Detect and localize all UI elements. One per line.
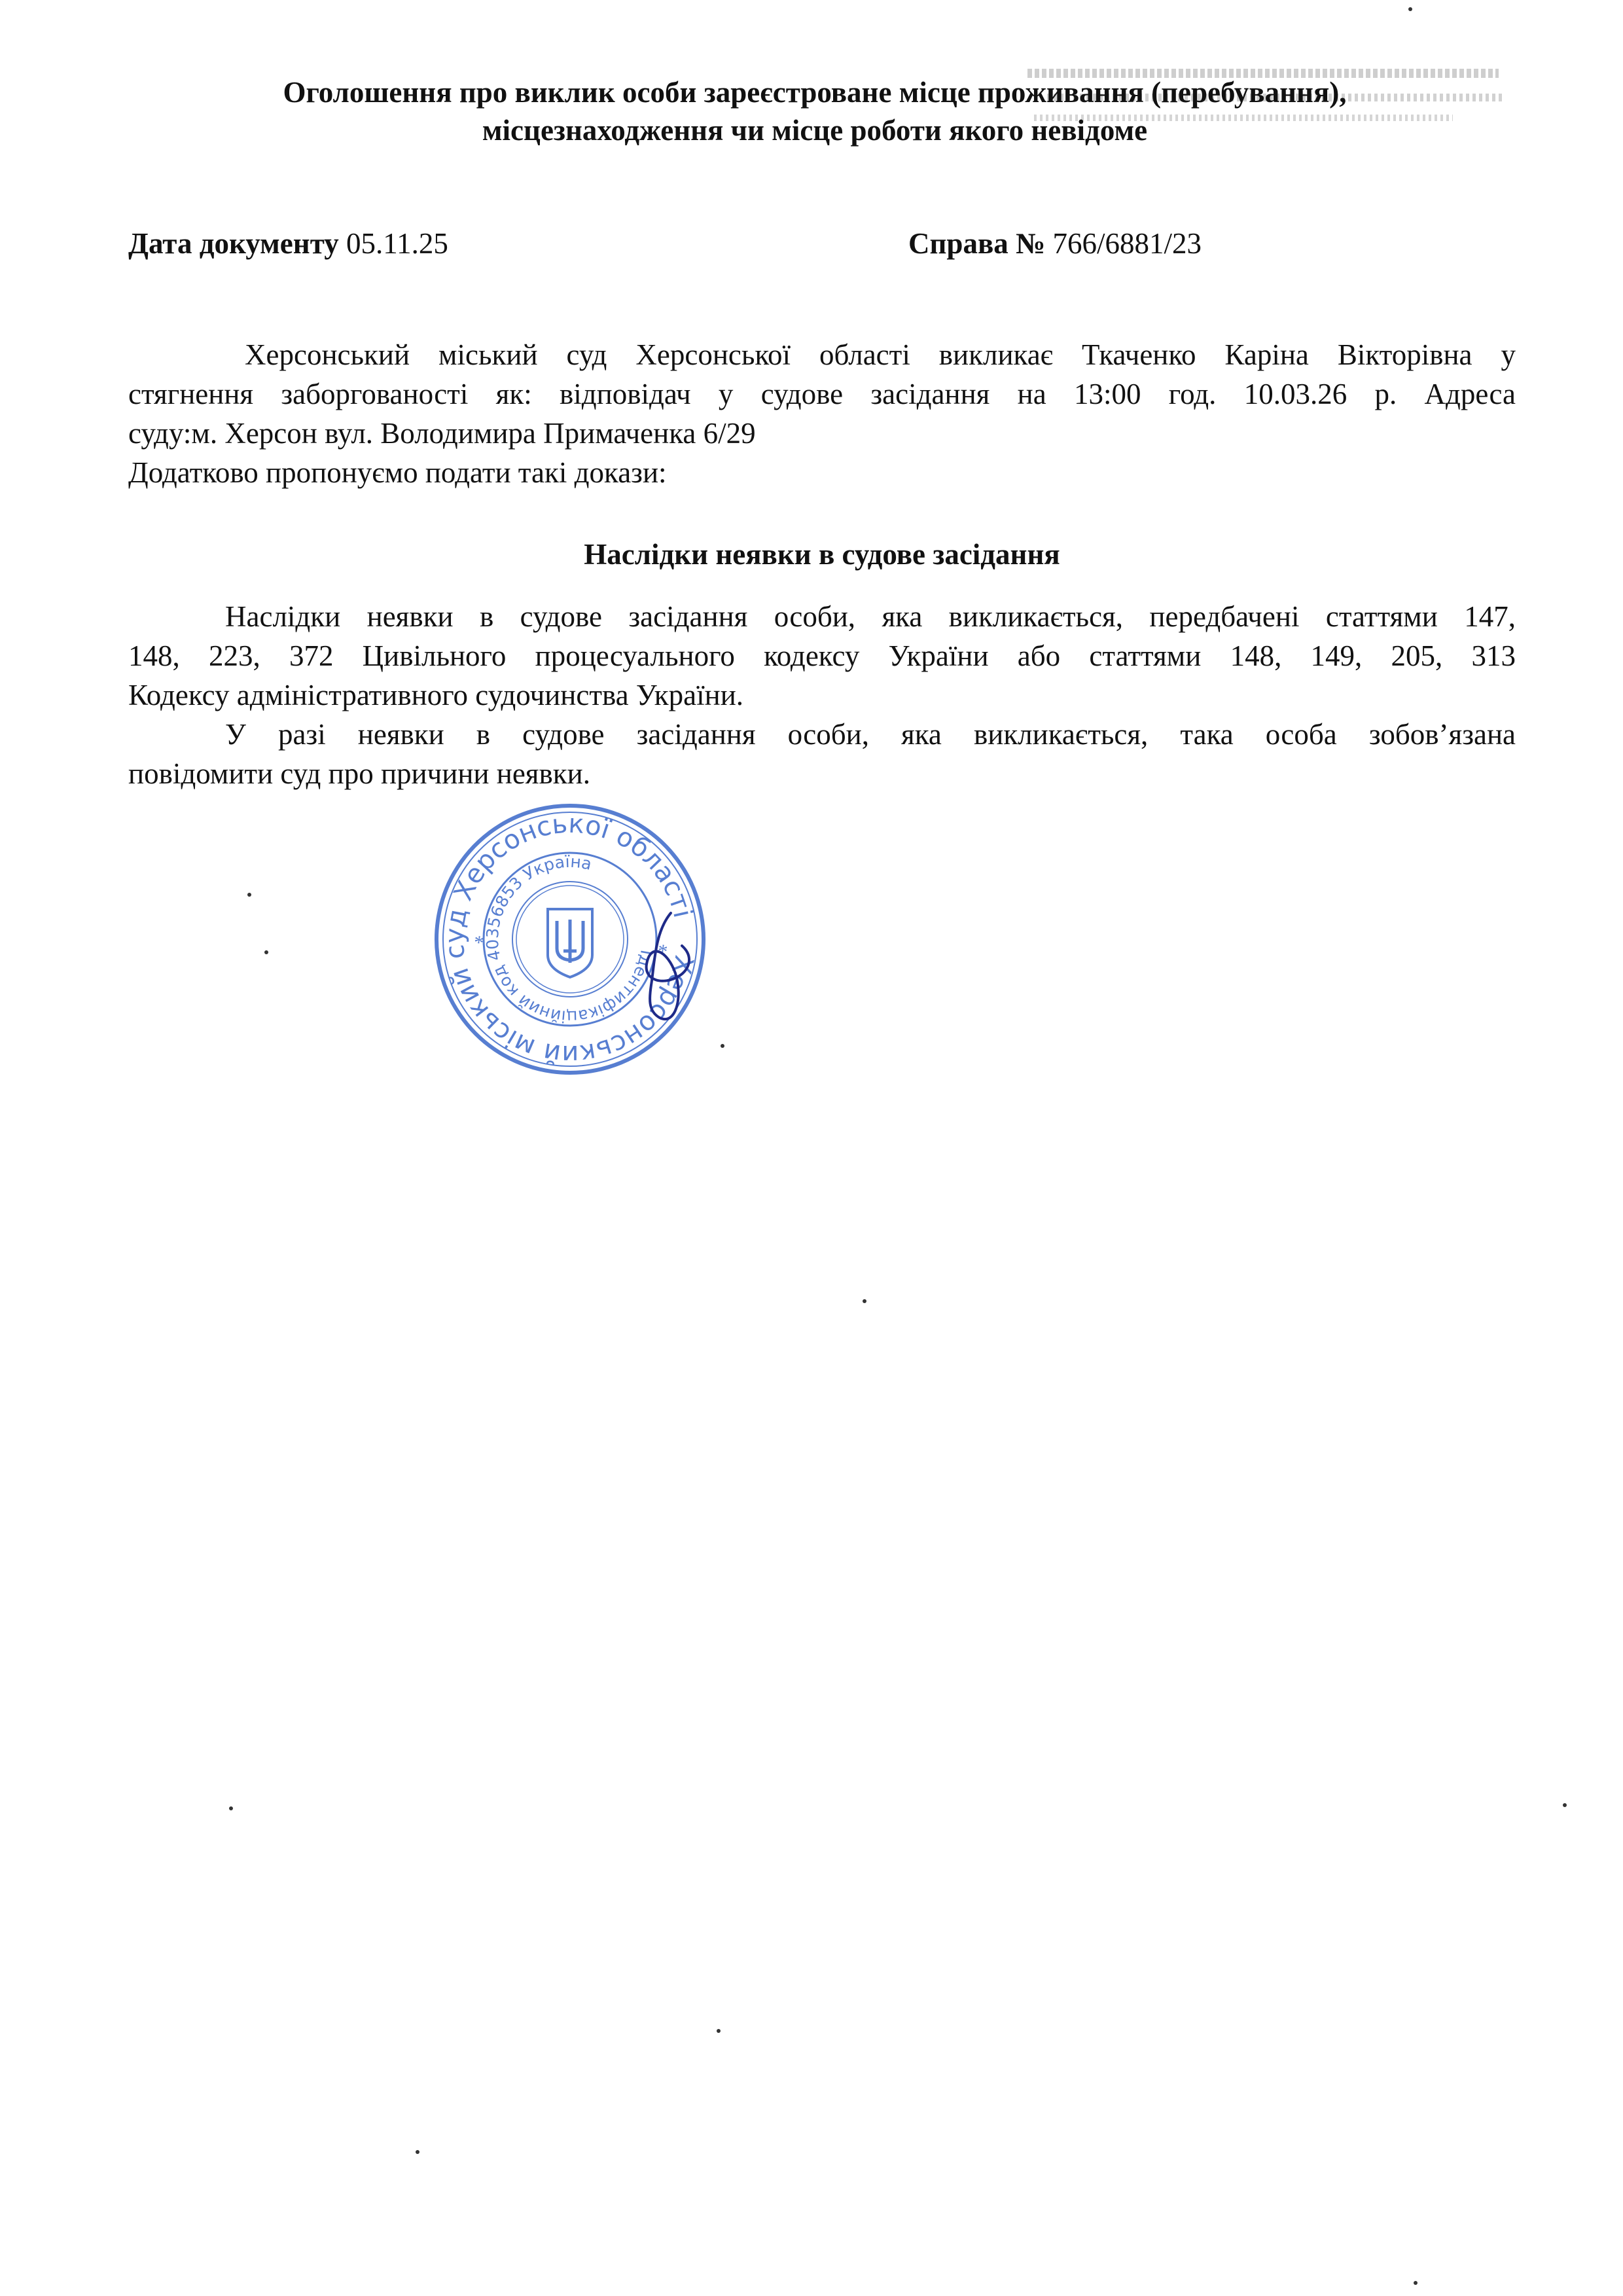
- consequences-p2-line-2: повідомити суд про причини неявки.: [128, 757, 590, 790]
- consequences-p1-line-3: Кодексу адміністративного судочинства України.: [128, 679, 744, 711]
- scan-speck: [721, 1044, 724, 1048]
- scan-speck: [717, 2029, 721, 2033]
- consequences-section: [128, 597, 1516, 793]
- court-seal-graphic: [419, 802, 721, 1077]
- scan-speck: [416, 2150, 419, 2154]
- consequences-p1-line-2: 148, 223, 372 Цивільного процесуального кодексу України або статтями 148, 149, 205, 313: [128, 639, 1516, 672]
- date-value: 05.11.25: [346, 227, 448, 260]
- consequences-heading: Наслідки неявки в судове засідання: [584, 538, 1060, 571]
- scan-speck: [229, 1806, 233, 1810]
- summons-paragraph: [128, 335, 1516, 492]
- date-label: Дата документу: [128, 227, 339, 260]
- scan-speck: [1414, 2281, 1418, 2285]
- scan-speck: [1563, 1803, 1567, 1807]
- scan-speck: [1408, 7, 1412, 11]
- summons-line-2: стягнення заборгованості як: відповідач у судове засідання на 13:00 год. 10.03.26 р. Адреса: [128, 378, 1516, 410]
- summons-line-1: Херсонський міський суд Херсонської області викликає Ткаченко Каріна Вікторівна у: [245, 338, 1516, 371]
- scan-speck: [247, 893, 251, 897]
- case-number: [908, 224, 1202, 262]
- summons-line-3: суду:м. Херсон вул. Володимира Примаченка 6/29: [128, 417, 756, 450]
- evidence-line: Додатково пропонуємо подати такі докази:: [128, 456, 667, 489]
- seal-star-icon: *: [656, 934, 670, 957]
- title-line-1: Оголошення про виклик особи зареєстроване місце проживання (перебування),: [283, 76, 1347, 109]
- scan-speck: [863, 1299, 866, 1303]
- case-value: 766/6881/23: [1052, 227, 1202, 260]
- document-date: [128, 224, 448, 262]
- seal-inner-text: Ідентифікаційний код 40356853 Україна: [482, 852, 656, 1027]
- court-seal: [419, 802, 721, 1077]
- case-label: Справа №: [908, 227, 1046, 260]
- consequences-p2-line-1: У разі неявки в судове засідання особи, яка викликається, така особа зобов’язана: [225, 718, 1516, 751]
- title-line-2: місцезнаходження чи місце роботи якого невідоме: [482, 114, 1148, 147]
- trident-emblem-icon: [548, 909, 592, 977]
- consequences-p1-line-1: Наслідки неявки в судове засідання особи, яка викликається, передбачені статтями 147,: [225, 600, 1516, 633]
- seal-outer-text: Херсонський міський суд Херсонської області: [439, 808, 700, 1070]
- scan-speck: [264, 950, 268, 954]
- seal-star-icon-2: *: [473, 925, 486, 948]
- document-title: [118, 73, 1512, 149]
